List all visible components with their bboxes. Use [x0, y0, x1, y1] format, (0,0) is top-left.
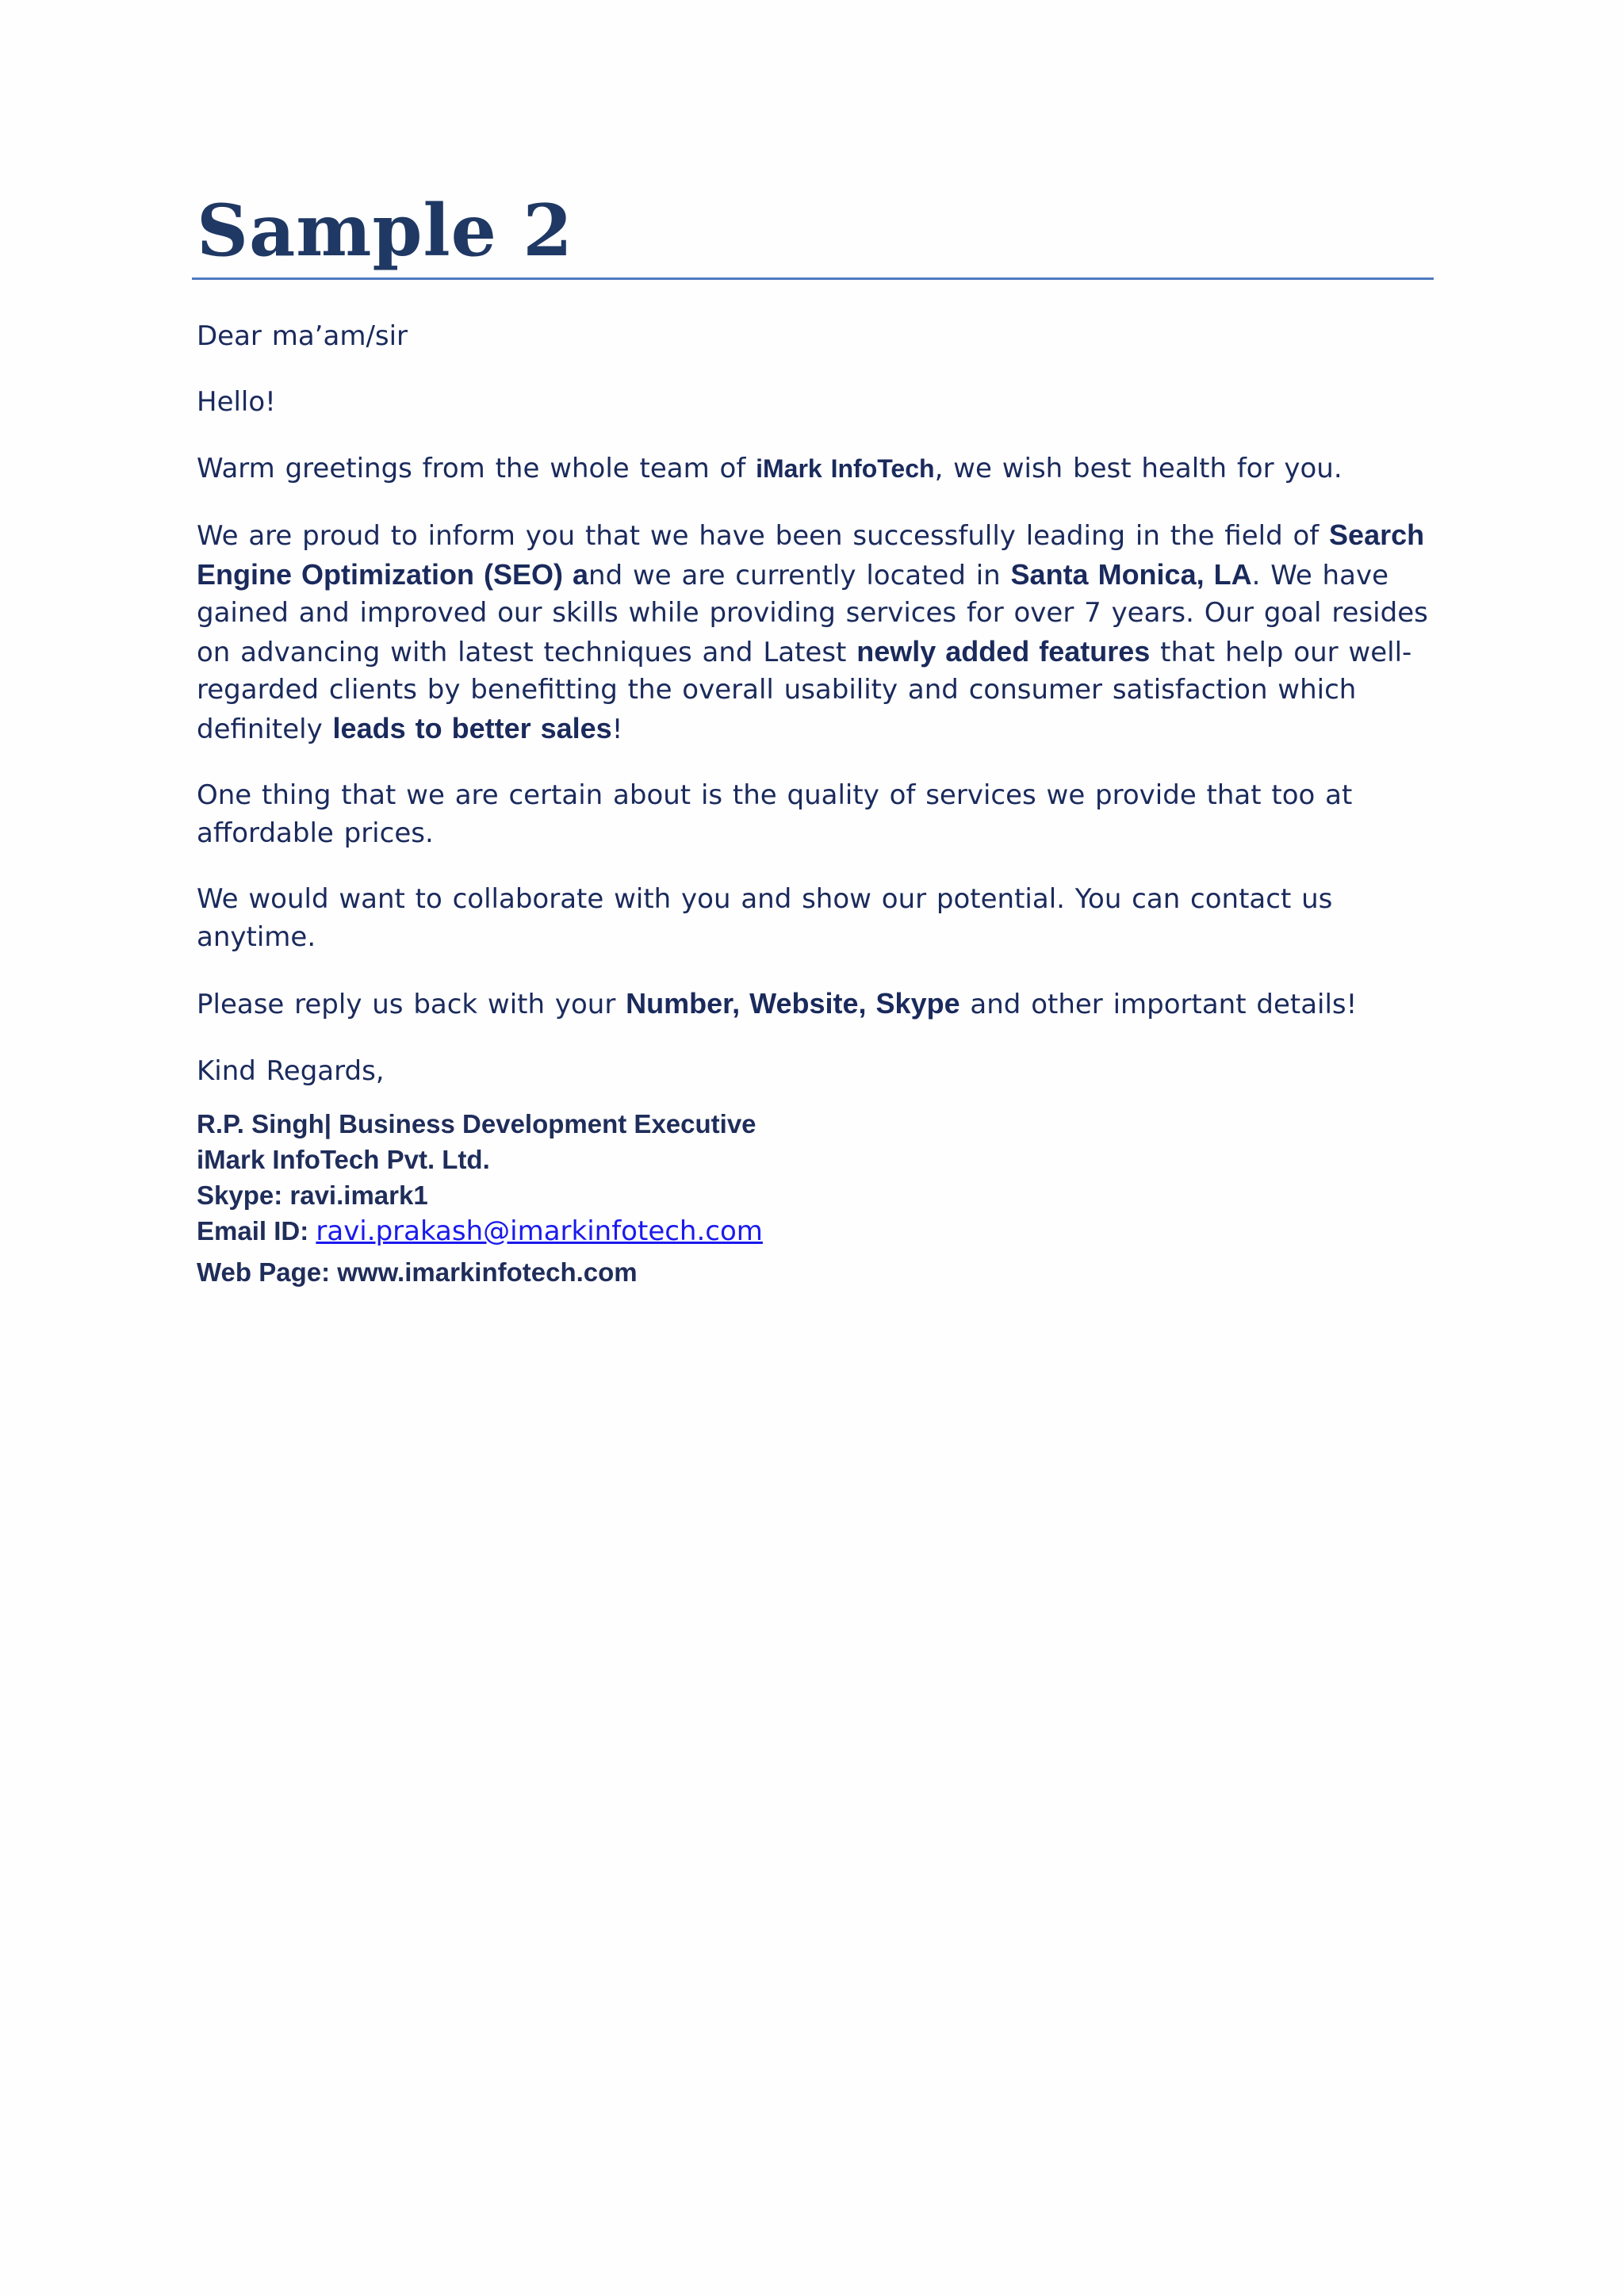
- sales-emphasis: leads to better sales: [332, 711, 612, 744]
- salutation: Dear ma’am/sir: [197, 320, 408, 352]
- text-run: !: [611, 713, 623, 745]
- location-emphasis: Santa Monica, LA: [1010, 557, 1252, 591]
- letter-body: [197, 318, 1434, 1091]
- features-emphasis: newly added features: [856, 634, 1151, 668]
- text-run: We are proud to inform you that we have been successfully leading in the field of: [197, 520, 1330, 552]
- requested-details: Number, Website, Skype: [626, 987, 960, 1020]
- paragraph-quality: One thing that we are certain about is the quality of services we provide that too at affordable prices.: [197, 779, 1353, 849]
- text-run: and other important details!: [959, 989, 1358, 1020]
- paragraph-reply: [197, 985, 1434, 1024]
- signature-skype: Skype: ravi.imark1: [197, 1181, 428, 1210]
- document-title: Sample 2: [197, 189, 573, 273]
- text-run: Warm greetings from the whole team of: [197, 452, 756, 484]
- text-run: that help our well-regarded clients by benefitting the overall usability and consumer satisfaction which definitely: [197, 636, 1412, 745]
- signature-email-line: [197, 1213, 1434, 1249]
- text-run: Please reply us back with your: [197, 989, 626, 1020]
- signature-block: [197, 1106, 1434, 1290]
- signature-company: iMark InfoTech Pvt. Ltd.: [197, 1145, 490, 1174]
- paragraph-greetings: [197, 450, 1434, 488]
- closing: Kind Regards,: [197, 1054, 385, 1087]
- company-name: iMark InfoTech: [756, 453, 935, 483]
- paragraph-about: [197, 516, 1434, 748]
- text-run: , we wish best health for you.: [934, 452, 1342, 484]
- text-run: nd we are currently located in: [588, 559, 1011, 591]
- email-link[interactable]: ravi.prakash@imarkinfotech.com: [316, 1215, 763, 1247]
- greeting: Hello!: [197, 386, 276, 418]
- seo-emphasis: Search Engine Optimization (SEO) a: [197, 519, 1425, 591]
- signature-web-page: Web Page: www.imarkinfotech.com: [197, 1257, 638, 1287]
- title-underline: [192, 277, 1434, 280]
- paragraph-collaborate: We would want to collaborate with you and show our potential. You can contact us anytime.: [197, 883, 1333, 953]
- text-run: . We have gained and improved our skills while providing services for over 7 years. Our goal resides on advancing with latest techniques and Latest: [197, 559, 1428, 668]
- document-content: [197, 190, 1434, 1290]
- email-label: Email ID:: [197, 1216, 316, 1246]
- signature-name-title: R.P. Singh| Business Development Executive: [197, 1109, 756, 1138]
